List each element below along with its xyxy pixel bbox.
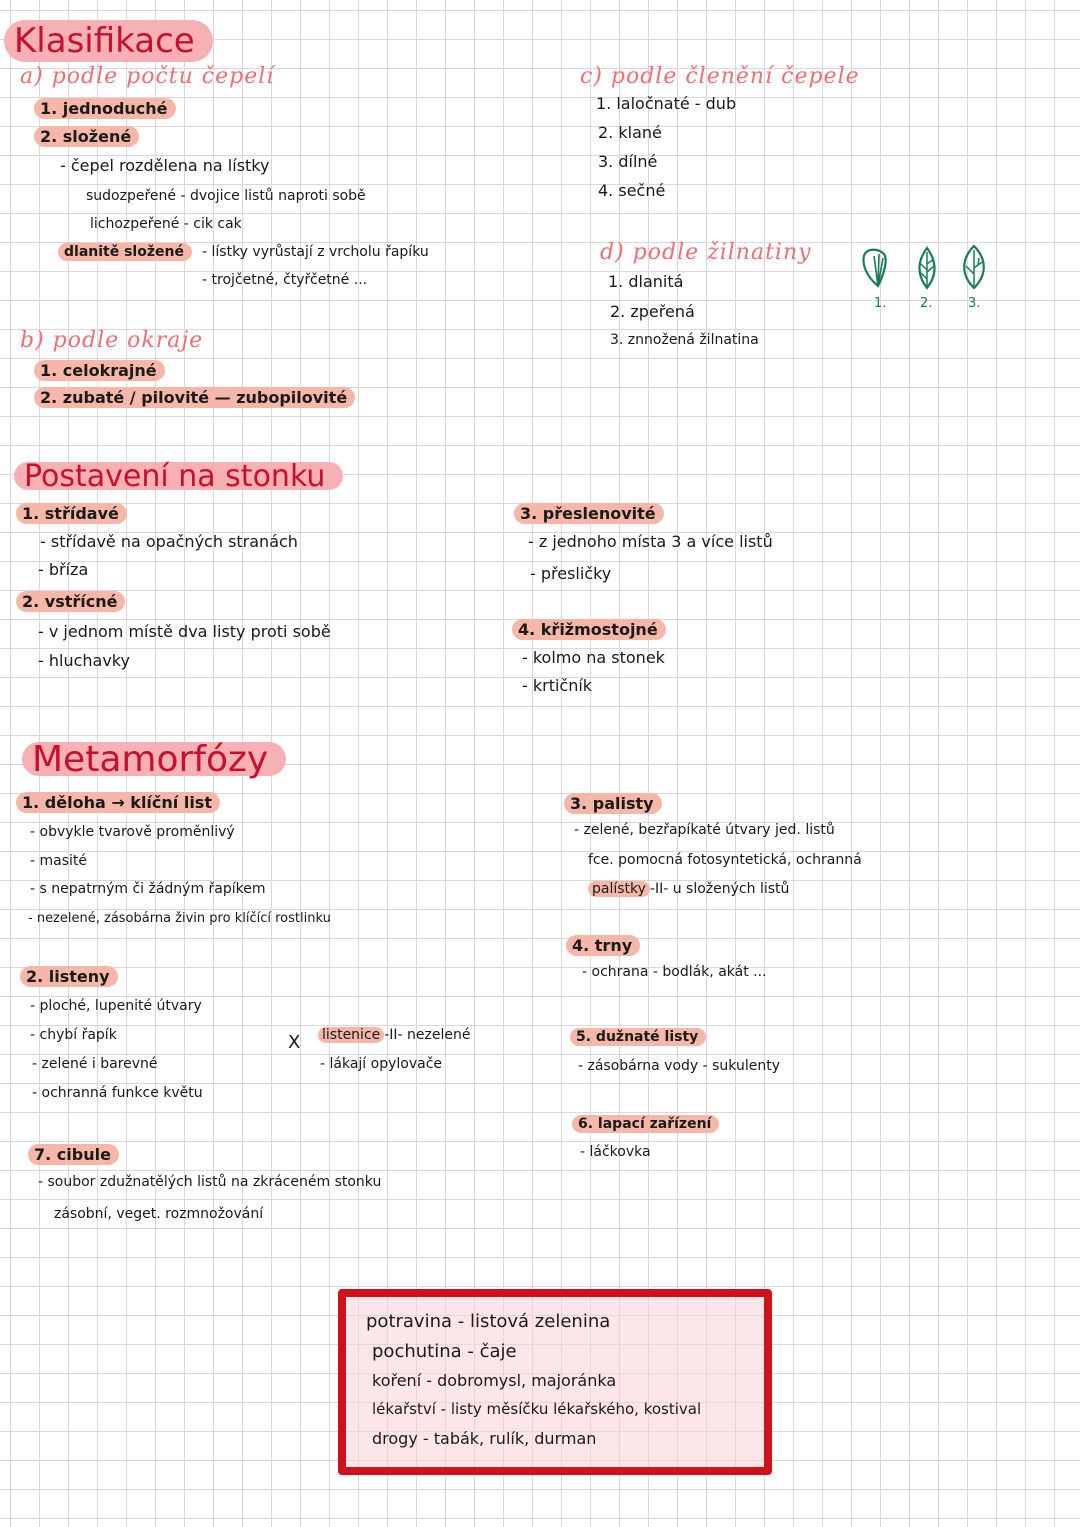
box-row-koreni: koření - dobromysl, majoránka — [372, 1371, 617, 1390]
list-item: 3. znnožená žilnatina — [610, 332, 759, 348]
uses-summary-box — [338, 1289, 772, 1475]
note-line: - láčkovka — [580, 1144, 651, 1160]
palistky-rest: -II- u složených listů — [649, 881, 790, 897]
figure-label: 2. — [920, 296, 933, 311]
item-stridave: 1. střídavé — [16, 503, 127, 524]
note-line: - hluchavky — [38, 651, 130, 670]
box-row-lekarstvi: lékařství - listy měsíčku lékařského, kostival — [372, 1400, 702, 1418]
palistky-line — [588, 881, 789, 897]
list-item: 2. zpeřená — [610, 302, 695, 321]
note-line: - ploché, lupenité útvary — [30, 998, 202, 1014]
note-line: - zelené i barevné — [32, 1056, 158, 1072]
note-line: - nezelené, zásobárna živin pro klíčící rostlinku — [28, 911, 331, 926]
note-line: - krtičník — [522, 676, 593, 695]
item-dlanite-slozene: dlanitě složené — [58, 243, 192, 261]
note-line: - zásobárna vody - sukulenty — [578, 1058, 781, 1074]
item-zubate: 2. zubaté / pilovité — zubopilovité — [34, 387, 355, 408]
subheading-d: d) podle žilnatiny — [600, 240, 812, 265]
item-slozene: 2. složené — [34, 126, 139, 147]
list-item: 3. dílné — [598, 152, 658, 171]
note-line: - lákají opylovače — [320, 1056, 443, 1072]
note-line: - trojčetné, čtyřčetné ... — [202, 272, 368, 288]
note-line: fce. pomocná fotosyntetická, ochranná — [588, 852, 862, 868]
section-title-klasifikace: Klasifikace — [4, 20, 213, 62]
note-line: - ochrana - bodlák, akát ... — [582, 964, 767, 980]
note-line: - masité — [30, 853, 88, 869]
note-line: lichozpeřené - cik cak — [90, 216, 242, 232]
note-line: - zelené, bezřapíkaté útvary jed. listů — [574, 822, 835, 838]
note-line: - lístky vyrůstají z vrcholu řapíku — [202, 244, 429, 260]
item-deloha: 1. děloha → klíční list — [16, 792, 220, 813]
listenice-rest: -II- nezelené — [384, 1027, 471, 1043]
section-title-metamorfozy: Metamorfózy — [22, 742, 286, 776]
section-title-postaveni: Postavení na stonku — [14, 462, 343, 490]
listenice-highlight: listenice — [318, 1027, 384, 1043]
box-row-drogy: drogy - tabák, rulík, durman — [372, 1429, 597, 1448]
note-line: - bříza — [38, 560, 89, 579]
compare-listenice — [318, 1027, 471, 1043]
leaf-palmate-icon — [860, 246, 890, 290]
note-line: - kolmo na stonek — [522, 648, 665, 667]
item-listeny: 2. listeny — [20, 966, 118, 987]
item-duznate-listy: 5. dužnaté listy — [570, 1028, 706, 1046]
note-line: zásobní, veget. rozmnožování — [54, 1206, 264, 1222]
note-line: - obvykle tvarově proměnlivý — [30, 824, 235, 840]
item-vstricne: 2. vstřícné — [16, 591, 125, 612]
list-item: 1. laločnaté - dub — [596, 94, 737, 113]
item-krizmostojne: 4. křižmostojné — [512, 619, 666, 640]
note-line: - v jednom místě dva listy proti sobě — [38, 622, 331, 641]
note-line: - soubor zdužnatělých listů na zkráceném stonku — [38, 1174, 382, 1190]
note-line: sudozpeřené - dvojice listů naproti sobě — [86, 188, 366, 204]
note-line: - ochranná funkce květu — [32, 1085, 203, 1101]
list-item: 1. dlanitá — [608, 272, 684, 291]
note-line: - střídavě na opačných stranách — [40, 532, 298, 551]
leaf-pinnate-icon — [912, 246, 942, 292]
figure-label: 1. — [874, 296, 887, 311]
note-line: - chybí řapík — [30, 1027, 117, 1043]
subheading-a: a) podle počtu čepelí — [20, 64, 275, 89]
item-preslenovite: 3. přeslenovité — [514, 503, 664, 524]
list-item: 4. sečné — [598, 181, 666, 200]
item-celokrajne: 1. celokrajné — [34, 360, 165, 381]
note-line: - s nepatrným či žádným řapíkem — [30, 881, 266, 897]
item-trny: 4. trny — [566, 935, 640, 956]
subheading-b: b) podle okraje — [20, 328, 204, 353]
note-line: - čepel rozdělena na lístky — [60, 156, 270, 175]
item-jednoduche: 1. jednoduché — [34, 98, 176, 119]
box-row-pochutina: pochutina - čaje — [372, 1341, 517, 1362]
versus-mark: X — [288, 1032, 301, 1053]
figure-label: 3. — [968, 296, 981, 311]
box-row-potravina: potravina - listová zelenina — [366, 1311, 611, 1332]
list-item: 2. klané — [598, 123, 662, 142]
note-line: - přesličky — [530, 564, 612, 583]
subheading-c: c) podle členění čepele — [580, 64, 860, 89]
item-cibule: 7. cibule — [28, 1144, 119, 1165]
leaf-reticulate-icon — [958, 244, 990, 292]
item-lapaci-zarizeni: 6. lapací zařízení — [572, 1115, 719, 1133]
item-palisty: 3. palisty — [564, 793, 662, 814]
palistky-highlight: palístky — [588, 881, 650, 897]
note-line: - z jednoho místa 3 a více listů — [528, 532, 773, 551]
